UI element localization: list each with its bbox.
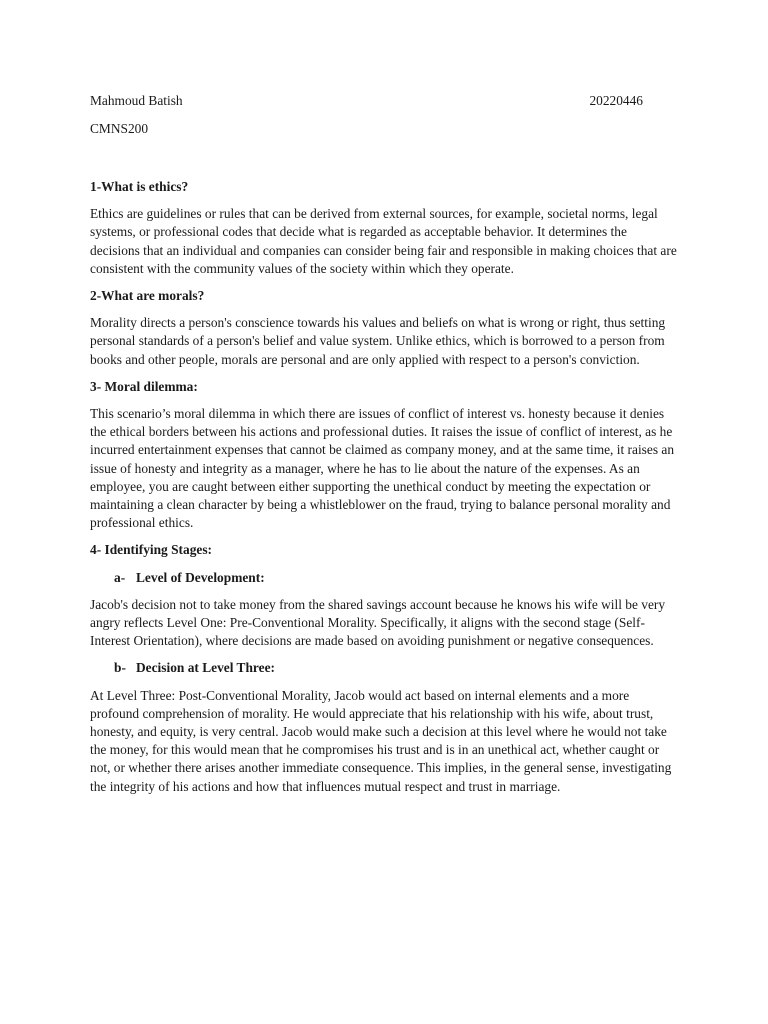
document-body (90, 92, 680, 796)
subheading-title: Level of Development: (136, 569, 265, 585)
paragraph-moral-dilemma: This scenario’s moral dilemma in which there are issues of conflict of interest vs. honesty because it denies the ethical borders between his actions and professional duties. It raises the issue of conflict of interest, as he incurred entertainment expenses that cannot be claimed as company money, and at the same time, it raises an issue of honesty and integrity as a manager, where he has to lie about the nature of the expenses. As an employee, you are caught between either supporting the unethical conduct by meeting the expectation or maintaining a clean character by being a whistleblower on the fraud, trying to balance personal morality and professional ethics. (90, 406, 675, 531)
header-row (90, 92, 643, 110)
list-marker-b: b- (114, 660, 126, 676)
heading-what-are-morals: 2-What are morals? (90, 288, 205, 304)
course-code: CMNS200 (90, 121, 149, 136)
heading-identifying-stages: 4- Identifying Stages: (90, 542, 213, 558)
paragraph-level-of-development: Jacob's decision not to take money from the shared savings account because he knows his wife will be very angry reflects Level One: Pre-Conventional Morality. Specifically, it aligns with the second stage (Self-Interest Orientation), where decisions are made based on avoiding punishment or negative consequences. (90, 596, 666, 649)
paragraph-decision-level-three: At Level Three: Post-Conventional Morality, Jacob would act based on internal elements and a more profound comprehension of morality. He would appreciate that his relationship with his wife, about trust, honesty, and equity, is very central. Jacob would make such a decision at this level where he would not take the money, for this would mean that he compromises his trust and is in an unethical act, whether caught or not, or whether there arises another immediate consequence. This implies, in the general sense, investigating the integrity of his actions and how that influences mutual respect and trust in marriage. (90, 687, 672, 794)
student-id: 20220446 (589, 93, 643, 108)
heading-moral-dilemma: 3- Moral dilemma: (90, 378, 198, 394)
subheading-decision-level-three (90, 659, 680, 677)
subheading-title: Decision at Level Three: (136, 660, 275, 676)
subheading-level-of-development (90, 569, 680, 587)
paragraph-ethics: Ethics are guidelines or rules that can be derived from external sources, for example, societal norms, legal systems, or professional codes that decide what is regarded as acceptable behavior. It determines the decisions that an individual and companies can consider being fair and responsible in making choices that are consistent with the community values of the society within which they operate. (90, 206, 677, 276)
author-name: Mahmoud Batish (90, 93, 183, 108)
heading-what-is-ethics: 1-What is ethics? (90, 179, 189, 194)
paragraph-morals: Morality directs a person's conscience towards his values and beliefs on what is wrong or right, thus setting personal standards of a person's belief and value system. Unlike ethics, which is borrowed to a person from books and other people, morals are personal and are only applied with respect to a person's conviction. (90, 315, 666, 367)
list-marker-a: a- (114, 569, 126, 585)
